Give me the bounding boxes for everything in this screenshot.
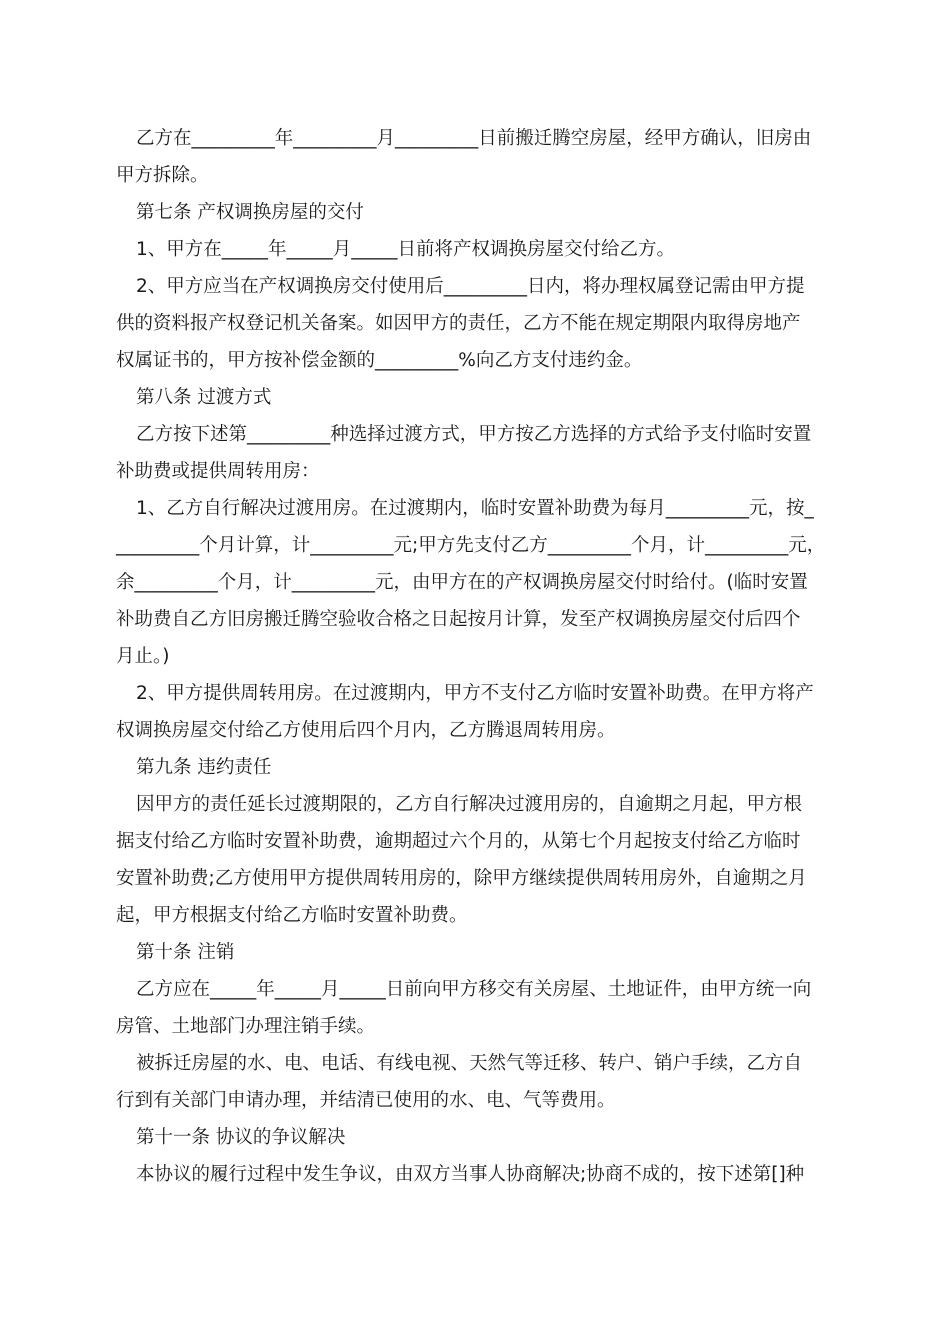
- paragraph-line: 2、甲方提供周转用房。在过渡期内，甲方不支付乙方临时安置补助费。在甲方将产: [136, 683, 814, 704]
- section-heading: 第十条 注销: [136, 942, 235, 963]
- paragraph-line: 行到有关部门申请办理，并结清已使用的水、电、气等费用。: [116, 1090, 616, 1111]
- paragraph-line: 乙方在_________年_________月_________日前搬迁腾空房屋，经甲方确认，旧房由: [136, 128, 812, 149]
- paragraph-line: 补助费自乙方旧房搬迁腾空验收合格之日起按月计算，发至产权调换房屋交付后四个: [116, 609, 801, 630]
- section-heading: 第十一条 协议的争议解决: [136, 1127, 346, 1148]
- paragraph-line: 2、甲方应当在产权调换房交付使用后_________日内，将办理权属登记需由甲方提: [136, 276, 805, 297]
- section-heading: 第九条 违约责任: [136, 757, 272, 778]
- paragraph-line: 1、乙方自行解决过渡用房。在过渡期内，临时安置补助费为每月_________元，按_: [136, 498, 814, 519]
- paragraph-line: 权属证书的，甲方按补偿金额的_________%向乙方支付违约金。: [116, 350, 643, 371]
- paragraph-line: 补助费或提供周转用房：: [116, 461, 320, 482]
- section-heading: 第八条 过渡方式: [136, 387, 272, 408]
- paragraph-line: 月止。): [116, 646, 170, 667]
- document-body: [116, 120, 840, 1193]
- paragraph-line: 乙方应在_____年_____月_____日前向甲方移交有关房屋、土地证件，由甲方统一向: [136, 979, 812, 1000]
- paragraph-line: 因甲方的责任延长过渡期限的，乙方自行解决过渡用房的，自逾期之月起，甲方根: [136, 794, 803, 815]
- paragraph-line: 乙方按下述第_________种选择过渡方式，甲方按乙方选择的方式给予支付临时安置: [136, 424, 812, 445]
- paragraph-line: 1、甲方在_____年_____月_____日前将产权调换房屋交付给乙方。: [136, 239, 676, 260]
- paragraph-line: 权调换房屋交付给乙方使用后四个月内，乙方腾退周转用房。: [116, 720, 616, 741]
- paragraph-line: _________个月计算，计_________元;甲方先支付乙方_________个月，计_________元，: [116, 535, 826, 556]
- paragraph-line: 被拆迁房屋的水、电、电话、有线电视、天然气等迁移、转户、销户手续，乙方自: [136, 1053, 803, 1074]
- paragraph-line: 据支付给乙方临时安置补助费，逾期超过六个月的，从第七个月起按支付给乙方临时: [116, 831, 801, 852]
- paragraph-line: 供的资料报产权登记机关备案。如因甲方的责任，乙方不能在规定期限内取得房地产: [116, 313, 801, 334]
- paragraph-line: 起，甲方根据支付给乙方临时安置补助费。: [116, 905, 468, 926]
- paragraph-line: 余_________个月，计_________元，由甲方在的产权调换房屋交付时给付。(临时安置: [116, 572, 808, 593]
- paragraph-line: 安置补助费;乙方使用甲方提供周转用房的，除甲方继续提供周转用房外，自逾期之月: [116, 868, 807, 889]
- section-heading: 第七条 产权调换房屋的交付: [136, 202, 364, 223]
- paragraph-line: 甲方拆除。: [116, 165, 209, 186]
- paragraph-line: 房管、土地部门办理注销手续。: [116, 1016, 376, 1037]
- paragraph-line: 本协议的履行过程中发生争议，由双方当事人协商解决;协商不成的，按下述第[]种: [136, 1164, 805, 1185]
